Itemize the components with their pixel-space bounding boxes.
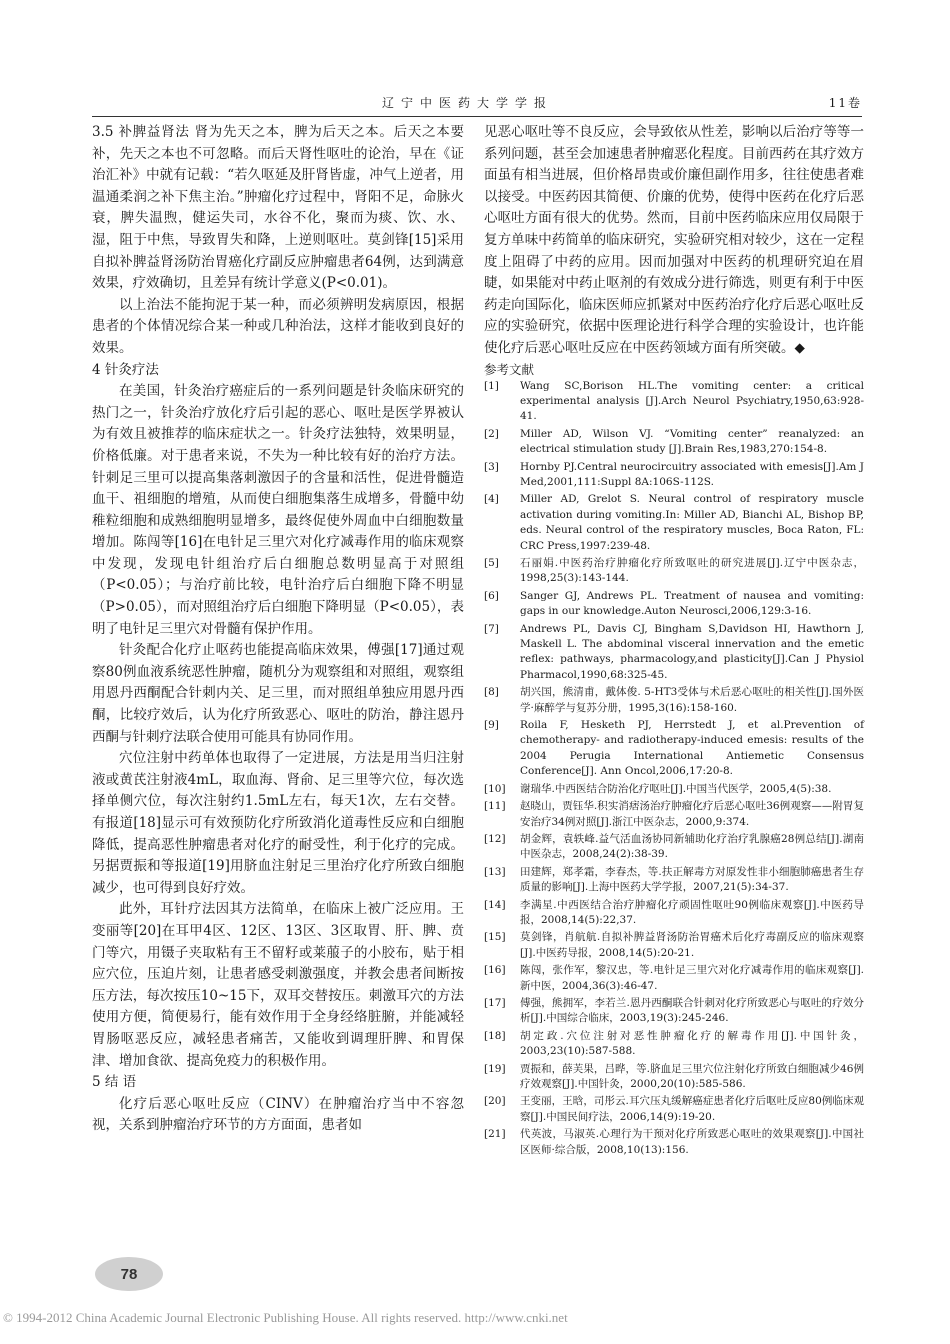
reference-item [484,996,864,1027]
reference-number: [1] [484,379,499,392]
reference-number: [7] [484,622,499,635]
reference-item [484,718,864,780]
paragraph-acupuncture: 在美国，针灸治疗癌症后的一系列问题是针灸临床研究的热门之一，针灸治疗放化疗后引起的恶心、呕吐是医学界被认为有效且被推荐的临床症状之一。针灸疗法独特，效果明显，价格低廉。对于患者来说，不失为一种比较有好的治疗方法。针刺足三里可以提高集落刺激因子的含量和活性，促进骨髓造血干、祖细胞的增殖，从而使白细胞集落生成增多，骨髓中幼稚粒细胞和成熟细胞明显增多，最终促使外周血中白细胞数量增加。陈闯等[16]在电针足三里穴对化疗减毒作用的临床观察中发现，发现电针组治疗后白细胞总数明显高于对照组（P<0.05）；与治疗前比较，电针治疗后白细胞下降不明显（P>0.05），而对照组治疗后白细胞下降明显（P<0.05），表明了电针足三里穴对骨髓有保护作用。 [92,383,464,637]
reference-text: 胡定政.穴位注射对恶性肿瘤化疗的解毒作用[J].中国针灸，2003,23(10):587-588. [520,1029,864,1058]
paragraph-methods-summary: 以上治法不能拘泥于某一种，而必须辨明发病原因，根据患者的个体情况综合某一种或几种治法，这样才能收到良好的效果。 [92,296,464,356]
paragraph-conclusion-start: 化疗后恶心呕吐反应（CINV）在肿瘤治疗当中不容忽视，关系到肿瘤治疗环节的方方面面，患者如 [92,1095,464,1134]
reference-text: 田建辉，郑孝霜，李春杰，等.扶正解毒方对原发性非小细胞肺癌患者生存质量的影响[J].上海中医药大学学报，2007,21(5):34-37. [520,865,864,894]
section-heading-4: 4 针灸疗法 [92,361,159,378]
reference-text: Sanger GJ, Andrews PL. Treatment of nausea and vomiting: gaps in our knowledge.Auton Neurosci,2006,129:3-16. [520,589,864,618]
reference-item [484,492,864,554]
reference-text: 胡金辉，袁轶峰.益气活血汤协同新辅助化疗治疗乳腺癌28例总结[J].湖南中医杂志，2008,24(2):38-39. [520,832,864,861]
reference-number: [21] [484,1128,506,1141]
reference-item [484,1127,864,1158]
reference-item [484,1062,864,1093]
reference-text: Hornby PJ.Central neurocircuitry associated with emesis[J].Am J Med,2001,111:Suppl 8A:106S-112S. [520,460,864,488]
volume-label: 11卷 [828,96,862,110]
reference-text: Andrews PL, Davis CJ, Bingham S,Davidson HI, Hawthorn J, Maskell L. The abdominal visceral innervation and the emetic reflex: pathways, pharmacology,and plasticity[J].Can J Physiol Pharmacol,1990,68:325-45. [520,622,864,681]
reference-text: 石丽娟.中医药治疗肿瘤化疗所致呕吐的研究进展[J].辽宁中医杂志，1998,25(3):143-144. [520,557,864,585]
left-column [92,122,464,1137]
reference-number: [14] [484,898,506,911]
reference-item [484,589,864,620]
section-heading-5: 5 结 语 [92,1074,137,1091]
reference-item [484,622,864,684]
reference-item [484,963,864,994]
copyright-footer: © 1994-2012 China Academic Journal Electronic Publishing House. All rights reserved. http://www.cnki.net [3,1310,568,1325]
reference-text: 贾振和，薛芙果，吕晔，等.脐血足三里穴位注射化疗所致白细胞减少46例疗效观察[J].中国针灸，2000,20(10):585-586. [520,1062,864,1090]
reference-text: Wang SC,Borison HL.The vomiting center: a critical experimental analysis [J].Arch Neurol Psychiatry,1950,63:928-41. [520,379,864,423]
reference-number: [19] [484,1062,506,1075]
reference-text: 胡兴国，熊清甫，戴体俊. 5-HT3受体与术后恶心呕吐的相关性[J].国外医学·麻醉学与复苏分册，1995,3(16):158-160. [520,686,864,714]
reference-item [484,379,864,425]
reference-text: Roila F, Hesketh PJ, Herrstedt J, et al.Prevention of chemotherapy- and radiotherapy-induced emesis: results of the 2004 Perugia International Antiemetic Consensus Conference[J]. Ann Oncol,2006,17:20-8. [520,719,864,778]
reference-item [484,865,864,896]
reference-text: 莫剑锋，肖航航.自拟补脾益肾汤防治胃癌术后化疗毒副反应的临床观察[J].中医药导报，2008,14(5):20-21. [520,931,864,959]
reference-text: 代英波，马淑英.心理行为干预对化疗所致恶心呕吐的效果观察[J].中国社区医师·综合版，2008,10(13):156. [520,1128,864,1156]
paragraph-point-injection: 穴位注射中药单体也取得了一定进展，方法是用当归注射液或黄芪注射液4mL，取血海、肾俞、足三里等穴位，每次选择单侧穴位，每次注射约1.5mL左右，每天1次，左右交替。有报道[18]显示可有效预防化疗所致消化道毒性反应和白细胞降低，提高恶性肿瘤患者对化疗的耐受性，利于化疗的完成。另据贾振和等报道[19]用脐血注射足三里治疗化疗所致白细胞减少，也可得到良好疗效。 [92,750,464,896]
reference-number: [16] [484,964,506,977]
reference-text: Miller AD, Wilson VJ. “Vomiting center” reanalyzed: an electrical stimulation study [J].Brain Res,1983,270:154-8. [520,427,864,456]
reference-item [484,799,864,830]
reference-item [484,1094,864,1125]
reference-item [484,460,864,491]
reference-text: 李满星.中西医结合治疗肿瘤化疗顽固性呕吐90例临床观察[J].中医药导报，2008,14(5):22,37. [520,898,864,926]
running-header [92,92,862,114]
reference-item [484,832,864,863]
reference-text: 谢瑞华.中西医结合防治化疗呕吐[J].中国当代医学，2005,4(5):38. [520,782,832,795]
reference-number: [11] [484,800,506,813]
reference-text: 傅强，熊拥军，李若兰.恩丹西酮联合针刺对化疗所致恶心与呕吐的疗效分析[J].中国综合临床，2003,19(3):245-246. [520,996,864,1025]
reference-item [484,1029,864,1060]
reference-number: [8] [484,686,499,699]
reference-number: [9] [484,719,499,732]
right-column [484,122,864,1160]
reference-list [484,379,864,1159]
reference-number: [2] [484,427,499,440]
reference-number: [3] [484,460,499,473]
reference-text: 赵晓山，贾钰华.积实消痞汤治疗肿瘤化疗后恶心呕吐36例观察——附胃复安治疗34例对照[J].浙江中医杂志，2000,9:374. [520,800,864,828]
reference-number: [15] [484,931,506,944]
reference-item [484,427,864,458]
reference-text: 王变丽，王晗，司彤云.耳穴压丸缓解癌症患者化疗后呕吐反应80例临床观察[J].中国民间疗法，2006,14(9):19-20. [520,1095,864,1123]
paragraph-acupuncture-antiemetic: 针灸配合化疗止呕药也能提高临床效果，傅强[17]通过观察80例血液系统恶性肿瘤，随机分为观察组和对照组，观察组用恩丹西酮配合针刺内关、足三里，而对照组单独应用恩丹西酮，比较疗效后，认为化疗所致恶心、呕吐的防治，静注恩丹西酮与针刺疗法联合使用可能具有协同作用。 [92,642,464,745]
reference-number: [20] [484,1095,506,1108]
header-rule [92,116,862,117]
reference-number: [10] [484,782,506,795]
reference-number: [18] [484,1029,506,1042]
reference-number: [17] [484,996,506,1009]
paragraph-conclusion-cont: 见恶心呕吐等不良反应，会导致依从性差，影响以后治疗等等一系列问题，甚至会加速患者肿瘤恶化程度。目前西药在其疗效方面虽有相当进展，但价格昂贵或价廉但副作用多，往往使患者难以接受。中医药因其简便、价廉的优势，使得中医药在化疗后恶心呕吐方面有很大的优势。然而，目前中医药临床应用仅局限于复方单味中药简单的临床研究，实验研究相对较少，这在一定程度上阻碍了中药的应用。因而加强对中医药的机理研究迫在眉睫，如果能对中药止呕剂的有效成分进行筛选，则更有利于中医药走向国际化，临床医师应抓紧对中医药治疗化疗后恶心呕吐反应的实验研究，依据中医理论进行科学合理的实验设计，也许能使化疗后恶心呕吐反应在中医药领域方面有所突破。◆ [484,124,864,356]
reference-number: [6] [484,589,499,602]
reference-text: Miller AD, Grelot S. Neural control of respiratory muscle activation during vomiting.In: Miller AD, Bianchi AL, Bishop BP, eds. Neural control of the respiratory muscles, Boca Raton, FL: CRC Press,1997:239-48. [520,493,864,552]
journal-title: 辽宁中医药大学学报 [382,96,554,110]
reference-item [484,685,864,716]
paragraph-3-5: 3.5 补脾益肾法 肾为先天之本，脾为后天之本。后天之本要补，先天之本也不可忽略。而后天肾性呕吐的论治，早在《证治汇补》中就有记载：“若久呕延及肝肾皆虚，冲气上逆者，用温通柔润之补下焦主治。”肿瘤化疗过程中，肾阳不足，命脉火衰，脾失温煦，健运失司，水谷不化，聚而为痰、饮、水、湿，阻于中焦，导致胃失和降，上逆则呕吐。莫剑锋[15]采用自拟补脾益肾汤防治胃癌化疗副反应肿瘤患者64例，达到满意效果，疗效确切，且差异有统计学意义(P<0.01)。 [92,124,464,292]
reference-item [484,782,864,797]
reference-item [484,898,864,929]
reference-text: 陈闯，张作军，黎汉忠，等.电针足三里穴对化疗减毒作用的临床观察[J].新中医，2004,36(3):46-47. [520,964,864,992]
page-number: 78 [95,1257,163,1291]
paragraph-auricular: 此外，耳针疗法因其方法简单，在临床上被广泛应用。王变丽等[20]在耳甲4区、12区、13区、3区取胃、肝、脾、贲门等穴，用镊子夹取粘有王不留籽或莱菔子的小胶布，贴于相应穴位，压迫片刻，让患者感受刺激强度，并教会患者间断按压方法，每次按压10~15下，双耳交替按压。刺激耳穴的方法使用方便，简便易行，能有效作用于全身经络脏腑，并能减轻胃肠呕恶反应，减轻患者痛苦，又能收到调理肝脾、和胃保津、增加食欲、提高免疫力的积极作用。 [92,901,464,1069]
reference-number: [4] [484,493,499,506]
reference-number: [13] [484,865,506,878]
reference-item [484,556,864,587]
reference-number: [5] [484,557,499,569]
references-title: 参考文献 [484,361,535,377]
reference-number: [12] [484,832,506,845]
reference-item [484,930,864,961]
